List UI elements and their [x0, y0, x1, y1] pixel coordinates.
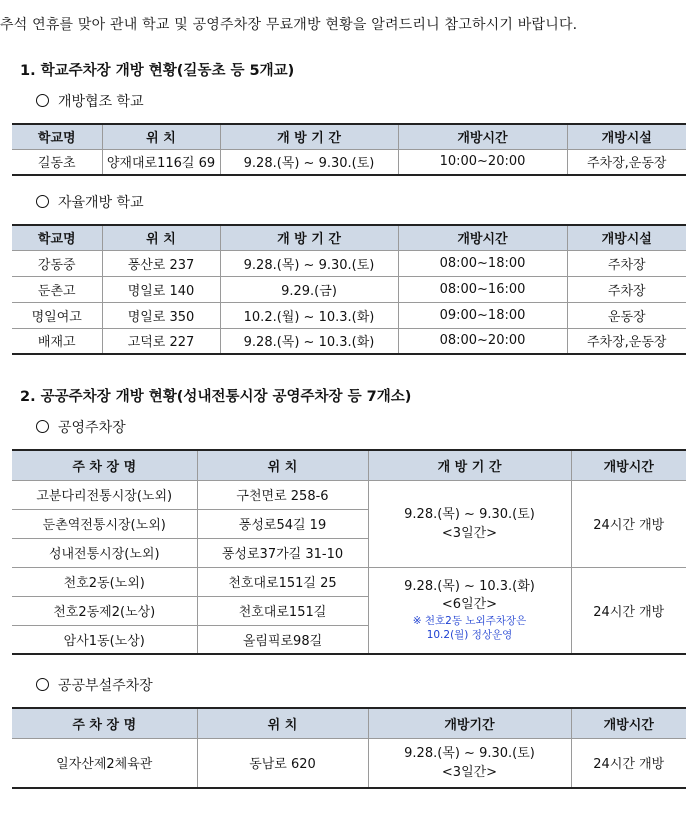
header-cell: 개방기간	[368, 708, 571, 738]
table-cell: 길동초	[12, 149, 102, 175]
table-cell: 명일여고	[12, 302, 102, 328]
table-cell: 둔촌고	[12, 276, 102, 302]
table-cell: 풍산로 237	[102, 250, 220, 276]
table-cell: 9.28.(목) ~ 10.3.(화)	[220, 328, 398, 354]
table-row	[12, 276, 686, 302]
circle-bullet-icon	[36, 420, 49, 433]
table-voluntary-schools	[12, 224, 686, 355]
hours-cell: 24시간 개방	[571, 738, 686, 788]
section2-title: 2. 공공주차장 개방 현황(성내전통시장 공영주차장 등 7개소)	[20, 389, 412, 405]
table-row	[12, 738, 686, 788]
table-cell: 천호2동제2(노상)	[12, 596, 197, 625]
header-cell: 개방시설	[567, 124, 686, 149]
table-attached-parking	[12, 707, 686, 789]
header-cell: 개방시설	[567, 225, 686, 250]
circle-bullet-icon	[36, 678, 49, 691]
notice-text: 10.2(월) 정상운영	[426, 629, 513, 642]
period-text: 9.28.(목) ~ 10.3.(화)	[404, 579, 535, 595]
table-cell: 주차장,운동장	[567, 149, 686, 175]
header-cell: 개방시간	[398, 225, 567, 250]
group-heading-voluntary	[36, 192, 144, 212]
header-cell: 위 치	[102, 225, 220, 250]
table-row	[12, 480, 686, 509]
header-cell: 개방시간	[398, 124, 567, 149]
group-heading-attached-parking	[36, 675, 153, 695]
header-cell: 위 치	[197, 708, 368, 738]
header-cell: 학교명	[12, 225, 102, 250]
table-cell: 9.29.(금)	[220, 276, 398, 302]
group-heading-public-parking	[36, 417, 126, 437]
header-cell: 위 치	[102, 124, 220, 149]
table-public-parking	[12, 449, 686, 655]
table-cell: 천호2동(노외)	[12, 567, 197, 596]
table-cell: 주차장,운동장	[567, 328, 686, 354]
table-cell: 고분다리전통시장(노외)	[12, 480, 197, 509]
table-cell: 운동장	[567, 302, 686, 328]
group-title: 개방협조 학교	[58, 94, 144, 110]
table-cell: 풍성로54길 19	[197, 509, 368, 538]
table-cell: 9.28.(목) ~ 9.30.(토)	[220, 250, 398, 276]
group-title: 공영주차장	[58, 420, 126, 436]
group-heading-cooperation	[36, 91, 144, 111]
circle-bullet-icon	[36, 195, 49, 208]
table-cell: 08:00~16:00	[398, 276, 567, 302]
table-header-row	[12, 708, 686, 738]
period-days: <3일간>	[441, 525, 498, 541]
table-cell: 구천면로 258-6	[197, 480, 368, 509]
table-cell: 암사1동(노상)	[12, 625, 197, 654]
period-cell	[368, 738, 571, 788]
header-cell: 위 치	[197, 450, 368, 480]
table-row	[12, 328, 686, 354]
table-cell: 9.28.(목) ~ 9.30.(토)	[220, 149, 398, 175]
table-row	[12, 250, 686, 276]
table-cell: 명일로 350	[102, 302, 220, 328]
table-header-row	[12, 450, 686, 480]
table-cell: 10.2.(월) ~ 10.3.(화)	[220, 302, 398, 328]
header-cell: 개방시간	[571, 708, 686, 738]
table-cell: 강동중	[12, 250, 102, 276]
header-cell: 주 차 장 명	[12, 450, 197, 480]
group-title: 자율개방 학교	[58, 195, 144, 211]
table-cell: 올림픽로98길	[197, 625, 368, 654]
hours-cell: 24시간 개방	[571, 480, 686, 567]
table-row	[12, 302, 686, 328]
period-text: 9.28.(목) ~ 9.30.(토)	[404, 506, 535, 522]
table-cooperation-schools	[12, 123, 686, 176]
table-cell: 10:00~20:00	[398, 149, 567, 175]
table-cell: 주차장	[567, 276, 686, 302]
intro-text: 추석 연휴를 맞아 관내 학교 및 공영주차장 무료개방 현황을 알려드리니 참고하시기 바랍니다.	[0, 17, 578, 33]
section1-title: 1. 학교주차장 개방 현황(길동초 등 5개교)	[20, 63, 295, 79]
table-cell: 고덕로 227	[102, 328, 220, 354]
table-cell: 09:00~18:00	[398, 302, 567, 328]
notice-text: ※ 천호2동 노외주차장은	[412, 615, 527, 628]
table-header-row	[12, 124, 686, 149]
header-cell: 개방시간	[571, 450, 686, 480]
period-text: 9.28.(목) ~ 9.30.(토)	[404, 745, 535, 761]
header-cell: 주 차 장 명	[12, 708, 197, 738]
table-cell: 양재대로116길 69	[102, 149, 220, 175]
table-cell: 주차장	[567, 250, 686, 276]
period-days: <3일간>	[441, 764, 498, 780]
table-cell: 08:00~20:00	[398, 328, 567, 354]
group-title: 공공부설주차장	[58, 678, 153, 694]
table-cell: 일자산제2체육관	[12, 738, 197, 788]
circle-bullet-icon	[36, 94, 49, 107]
period-cell	[368, 480, 571, 567]
table-cell: 성내전통시장(노외)	[12, 538, 197, 567]
table-cell: 풍성로37가길 31-10	[197, 538, 368, 567]
hours-cell: 24시간 개방	[571, 567, 686, 654]
table-header-row	[12, 225, 686, 250]
table-cell: 천호대로151길 25	[197, 567, 368, 596]
table-row	[12, 567, 686, 596]
header-cell: 개 방 기 간	[220, 225, 398, 250]
table-cell: 명일로 140	[102, 276, 220, 302]
table-cell: 둔촌역전통시장(노외)	[12, 509, 197, 538]
table-cell: 동남로 620	[197, 738, 368, 788]
table-row	[12, 149, 686, 175]
header-cell: 개 방 기 간	[368, 450, 571, 480]
header-cell: 학교명	[12, 124, 102, 149]
period-cell	[368, 567, 571, 654]
table-cell: 08:00~18:00	[398, 250, 567, 276]
table-cell: 배재고	[12, 328, 102, 354]
header-cell: 개 방 기 간	[220, 124, 398, 149]
table-cell: 천호대로151길	[197, 596, 368, 625]
period-days: <6일간>	[441, 597, 498, 613]
